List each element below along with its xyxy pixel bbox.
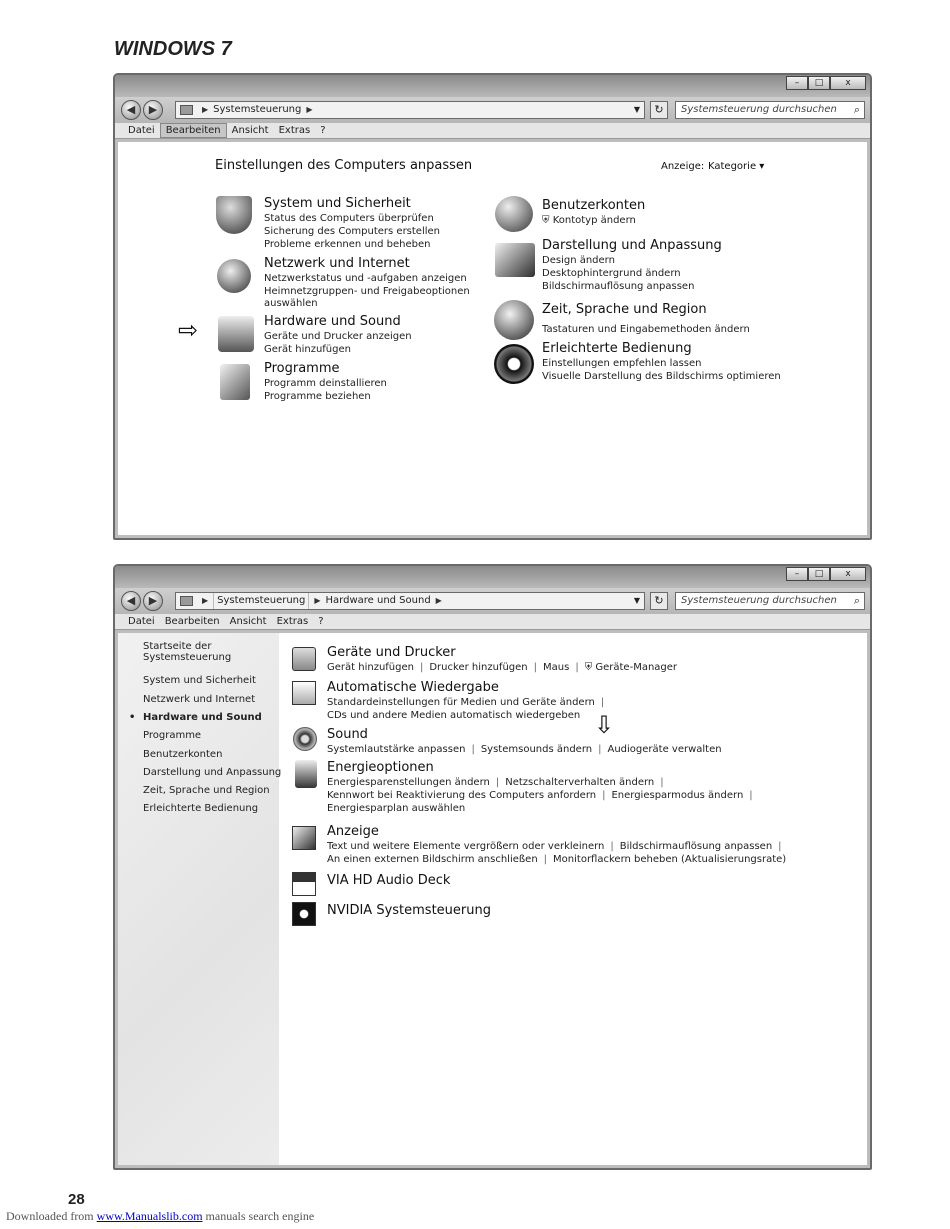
nvidia-icon bbox=[292, 902, 316, 926]
speaker-icon bbox=[293, 727, 317, 751]
link-network-status[interactable]: Netzwerkstatus und -aufgaben anzeigen bbox=[264, 273, 467, 284]
printer-speaker-icon bbox=[218, 316, 254, 352]
section-autoplay[interactable]: Automatische Wiedergabe bbox=[327, 680, 499, 695]
link-recommend-settings[interactable]: Einstellungen empfehlen lassen bbox=[542, 358, 702, 369]
link-keyboards[interactable]: Tastaturen und Eingabemethoden ändern bbox=[542, 324, 750, 335]
chevron-down-icon[interactable]: ▼ bbox=[633, 596, 640, 605]
link-background[interactable]: Desktophintergrund ändern bbox=[542, 268, 681, 279]
back-button[interactable]: ◀ bbox=[121, 591, 141, 611]
link-troubleshoot[interactable]: Probleme erkennen und beheben bbox=[264, 239, 431, 250]
link-add-device[interactable]: Gerät hinzufügen bbox=[327, 662, 414, 673]
ease-of-access-icon bbox=[494, 344, 534, 384]
section-via-audio[interactable]: VIA HD Audio Deck bbox=[327, 873, 451, 888]
link-homegroup[interactable]: Heimnetzgruppen- und Freigabeoptionen bbox=[264, 286, 470, 297]
clock-globe-icon bbox=[494, 300, 534, 340]
forward-button[interactable]: ▶ bbox=[143, 100, 163, 120]
link-wake-password[interactable]: Kennwort bei Reaktivierung des Computers anfordern bbox=[327, 790, 597, 801]
sidebar-item-ease-of-access[interactable]: Erleichterte Bedienung bbox=[143, 803, 259, 814]
control-panel-window-hardware-sound bbox=[113, 564, 872, 1170]
user-accounts-icon bbox=[495, 196, 533, 232]
network-globe-icon bbox=[217, 259, 251, 293]
minimize-button[interactable]: – bbox=[786, 76, 808, 90]
via-audio-icon bbox=[292, 872, 316, 896]
link-optimize-display[interactable]: Visuelle Darstellung des Bildschirms optimieren bbox=[542, 371, 781, 382]
appearance-icon bbox=[495, 243, 535, 277]
printer-icon bbox=[292, 647, 316, 671]
category-system-security[interactable]: System und Sicherheit bbox=[264, 196, 411, 211]
link-resolution[interactable]: Bildschirmauflösung anpassen bbox=[542, 281, 695, 292]
link-add-device[interactable]: Gerät hinzufügen bbox=[264, 344, 351, 355]
section-links: An einen externen Bildschirm anschließen | Monitorflackern beheben (Aktualisierungsrate) bbox=[327, 854, 787, 865]
minimize-button[interactable]: – bbox=[786, 567, 808, 581]
search-icon[interactable]: ⌕ bbox=[853, 594, 860, 607]
address-bar bbox=[115, 97, 870, 123]
link-sleep-mode[interactable]: Energiesparmodus ändern bbox=[611, 790, 744, 801]
link-account-type[interactable]: ⛨ Kontotyp ändern bbox=[542, 215, 636, 226]
link-autoplay-cds[interactable]: CDs und andere Medien automatisch wiedergeben bbox=[327, 710, 581, 721]
menu-ansicht[interactable]: Ansicht bbox=[229, 616, 267, 627]
link-power-settings[interactable]: Energiesparenstellungen ändern bbox=[327, 777, 490, 788]
footer: Downloaded from www.Manualslib.com manuals search engine bbox=[6, 1209, 315, 1223]
search-input[interactable]: Systemsteuerung durchsuchen ⌕ bbox=[675, 592, 865, 610]
shield-icon: ⛨ bbox=[584, 662, 593, 673]
category-programs[interactable]: Programme bbox=[264, 361, 340, 376]
link-homegroup-cont[interactable]: auswählen bbox=[264, 298, 318, 309]
section-sound[interactable]: Sound bbox=[327, 727, 368, 742]
menu-help[interactable]: ? bbox=[320, 125, 326, 136]
breadcrumb[interactable]: ▶ Systemsteuerung ▶ Hardware und Sound ▶ ▼ bbox=[175, 592, 645, 610]
section-links: Gerät hinzufügen | Drucker hinzufügen | Maus | ⛨ Geräte-Manager bbox=[327, 662, 678, 673]
breadcrumb-item[interactable]: Hardware und Sound bbox=[325, 595, 431, 606]
programs-icon bbox=[220, 364, 250, 400]
manualslib-link[interactable]: www.Manualslib.com bbox=[96, 1209, 203, 1223]
back-button[interactable]: ◀ bbox=[121, 100, 141, 120]
link-system-sounds[interactable]: Systemsounds ändern bbox=[480, 744, 593, 755]
page-title: Einstellungen des Computers anpassen bbox=[215, 158, 473, 173]
link-media-defaults[interactable]: Standardeinstellungen für Medien und Geräte ändern | bbox=[327, 697, 605, 708]
link-power-plan[interactable]: Energiesparplan auswählen bbox=[327, 803, 466, 814]
link-screen-resolution[interactable]: Bildschirmauflösung anpassen bbox=[619, 841, 773, 852]
link-devices-printers[interactable]: Geräte und Drucker anzeigen bbox=[264, 331, 412, 342]
link-add-printer[interactable]: Drucker hinzufügen bbox=[429, 662, 528, 673]
view-select[interactable]: Kategorie ▾ bbox=[708, 161, 765, 172]
menu-bar bbox=[115, 123, 870, 139]
page-number: 28 bbox=[68, 1191, 85, 1208]
link-device-manager[interactable]: Geräte-Manager bbox=[595, 662, 678, 673]
shield-icon bbox=[216, 196, 252, 234]
sidebar-item-system-security[interactable]: System und Sicherheit bbox=[143, 675, 256, 686]
display-icon bbox=[292, 826, 316, 850]
menu-extras[interactable]: Extras bbox=[276, 616, 309, 627]
close-button[interactable]: x bbox=[830, 567, 866, 581]
sidebar-item-home[interactable]: Startseite der bbox=[143, 641, 212, 652]
battery-icon bbox=[295, 760, 317, 788]
breadcrumb-item[interactable]: Systemsteuerung bbox=[213, 104, 302, 115]
chevron-down-icon[interactable]: ▼ bbox=[633, 105, 640, 114]
search-icon[interactable]: ⌕ bbox=[853, 103, 860, 116]
link-uninstall[interactable]: Programm deinstallieren bbox=[264, 378, 387, 389]
link-external-display[interactable]: An einen externen Bildschirm anschließen bbox=[327, 854, 538, 865]
sidebar-item-time-language[interactable]: Zeit, Sprache und Region bbox=[143, 785, 270, 796]
breadcrumb[interactable]: ▶ Systemsteuerung ▶ ▼ bbox=[175, 101, 645, 119]
section-nvidia[interactable]: NVIDIA Systemsteuerung bbox=[327, 903, 491, 918]
link-text-size[interactable]: Text und weitere Elemente vergrößern oder verkleinern bbox=[327, 841, 605, 852]
category-ease-of-access[interactable]: Erleichterte Bedienung bbox=[542, 341, 692, 356]
control-panel-icon bbox=[180, 105, 193, 115]
bullet-icon: • bbox=[129, 712, 136, 723]
sidebar-item-home-cont[interactable]: Systemsteuerung bbox=[143, 652, 232, 663]
menu-datei[interactable]: Datei bbox=[128, 125, 155, 136]
section-display[interactable]: Anzeige bbox=[327, 824, 379, 839]
title-bar[interactable] bbox=[115, 566, 870, 588]
sidebar bbox=[118, 633, 282, 1165]
section-links: Text und weitere Elemente vergrößern oder verkleinern | Bildschirmauflösung anpassen | bbox=[327, 841, 782, 852]
section-links: Kennwort bei Reaktivierung des Computers anfordern | Energiesparmodus ändern | bbox=[327, 790, 753, 801]
link-refresh-rate[interactable]: Monitorflackern beheben (Aktualisierungsrate) bbox=[553, 854, 787, 865]
sidebar-item-hardware-sound[interactable]: • Hardware und Sound bbox=[129, 712, 262, 723]
menu-bearbeiten[interactable]: Bearbeiten bbox=[160, 123, 227, 138]
link-mouse[interactable]: Maus bbox=[543, 662, 570, 673]
menu-bar bbox=[115, 614, 870, 630]
title-bar[interactable] bbox=[115, 75, 870, 97]
autoplay-icon bbox=[292, 681, 316, 705]
link-volume[interactable]: Systemlautstärke anpassen bbox=[327, 744, 466, 755]
link-audio-devices[interactable]: Audiogeräte verwalten bbox=[607, 744, 722, 755]
refresh-button[interactable]: ↻ bbox=[650, 101, 668, 119]
maximize-button[interactable]: □ bbox=[808, 567, 830, 581]
section-links: Systemlautstärke anpassen | Systemsounds ändern | Audiogeräte verwalten bbox=[327, 744, 722, 755]
close-button[interactable]: x bbox=[830, 76, 866, 90]
refresh-button[interactable]: ↻ bbox=[650, 592, 668, 610]
sidebar-item-user-accounts[interactable]: Benutzerkonten bbox=[143, 749, 223, 760]
link-status[interactable]: Status des Computers überprüfen bbox=[264, 213, 434, 224]
section-devices-printers[interactable]: Geräte und Drucker bbox=[327, 645, 456, 660]
sidebar-item-network[interactable]: Netzwerk und Internet bbox=[143, 694, 256, 705]
pointer-arrow-icon: ⇨ bbox=[178, 316, 199, 344]
control-panel-icon bbox=[180, 596, 193, 606]
category-time-language[interactable]: Zeit, Sprache und Region bbox=[542, 302, 707, 317]
maximize-button[interactable]: □ bbox=[808, 76, 830, 90]
menu-bearbeiten[interactable]: Bearbeiten bbox=[164, 616, 220, 627]
pointer-arrow-down-icon: ⇩ bbox=[594, 711, 615, 739]
category-network-internet[interactable]: Netzwerk und Internet bbox=[264, 256, 410, 271]
category-user-accounts[interactable]: Benutzerkonten bbox=[542, 198, 646, 213]
page-heading: WINDOWS 7 bbox=[114, 38, 232, 60]
category-appearance[interactable]: Darstellung und Anpassung bbox=[542, 238, 722, 253]
menu-datei[interactable]: Datei bbox=[128, 616, 155, 627]
menu-ansicht[interactable]: Ansicht bbox=[231, 125, 269, 136]
content-area bbox=[118, 142, 867, 535]
link-backup[interactable]: Sicherung des Computers erstellen bbox=[264, 226, 441, 237]
section-links: Energiesparenstellungen ändern | Netzschalterverhalten ändern | bbox=[327, 777, 664, 788]
view-label: Anzeige: bbox=[661, 161, 705, 172]
forward-button[interactable]: ▶ bbox=[143, 591, 163, 611]
section-power[interactable]: Energieoptionen bbox=[327, 760, 434, 775]
category-hardware-sound[interactable]: Hardware und Sound bbox=[264, 314, 401, 329]
menu-help[interactable]: ? bbox=[318, 616, 324, 627]
search-input[interactable]: Systemsteuerung durchsuchen ⌕ bbox=[675, 101, 865, 119]
address-bar bbox=[115, 588, 870, 614]
breadcrumb-item[interactable]: Systemsteuerung bbox=[213, 593, 309, 609]
content-area bbox=[118, 633, 867, 1165]
menu-extras[interactable]: Extras bbox=[278, 125, 311, 136]
link-theme[interactable]: Design ändern bbox=[542, 255, 615, 266]
sidebar-item-programs[interactable]: Programme bbox=[143, 730, 202, 741]
link-get-programs[interactable]: Programme beziehen bbox=[264, 391, 371, 402]
control-panel-window-category bbox=[113, 73, 872, 540]
sidebar-item-appearance[interactable]: Darstellung und Anpassung bbox=[143, 767, 282, 778]
link-power-button[interactable]: Netzschalterverhalten ändern bbox=[505, 777, 655, 788]
